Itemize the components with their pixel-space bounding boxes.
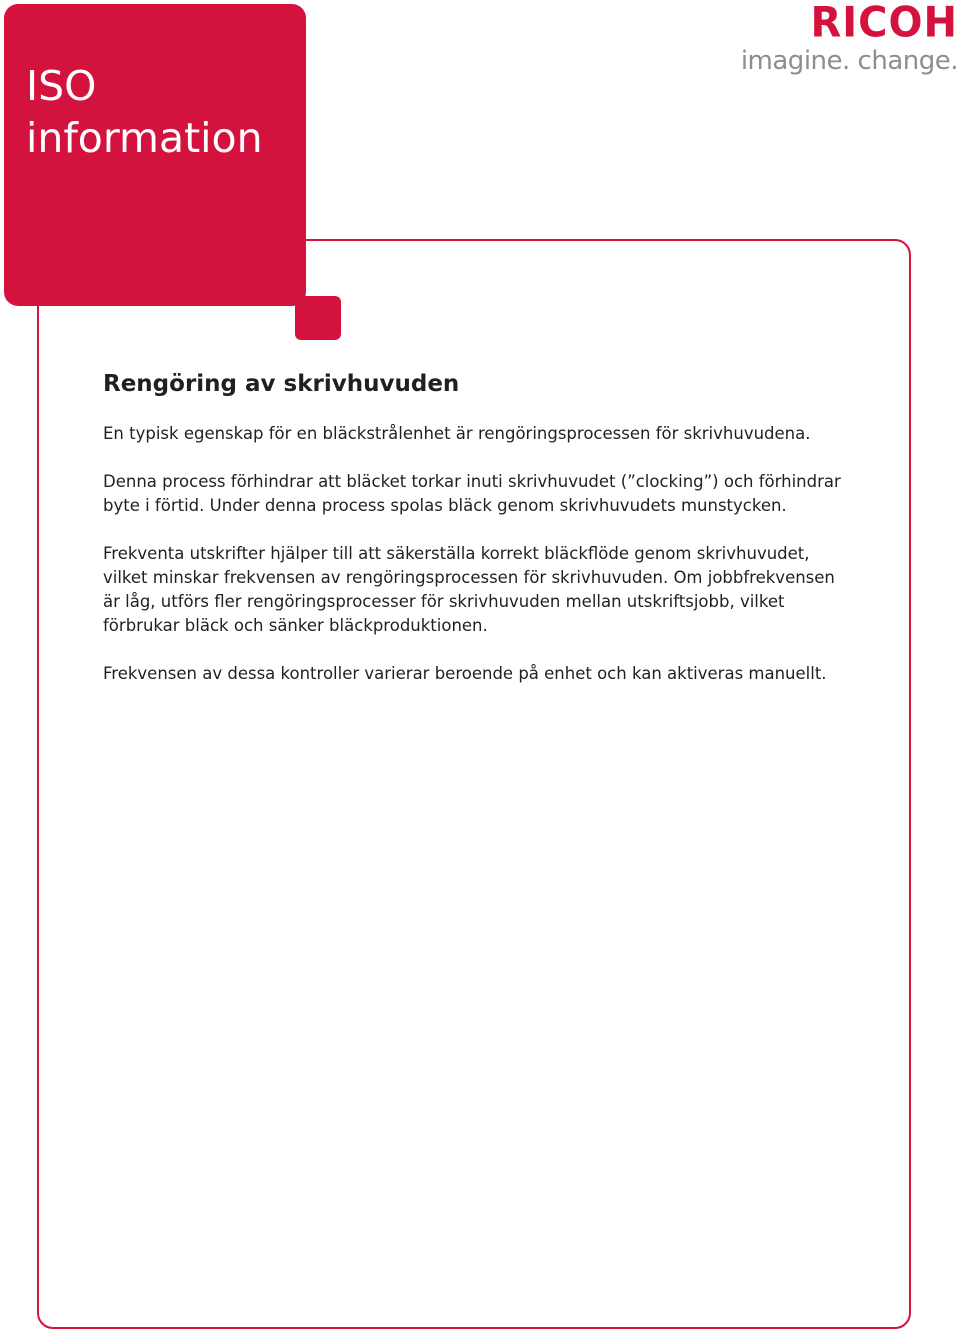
decorative-square [295, 296, 341, 340]
header-block [4, 4, 306, 306]
article-heading: Rengöring av skrivhuvuden [103, 371, 460, 397]
page-title [26, 60, 263, 164]
article-paragraph-3: Frekventa utskrifter hjälper till att säkerställa korrekt bläckflöde genom skrivhuvudet, vilket minskar frekvensen av rengöringsprocessen för skrivhuvuden. Om jobbfrekvensen är låg, utförs fler rengöringsprocesser för skrivhuvuden mellan utskriftsjobb, vilket förbrukar bläck och sänker bläckproduktionen. [103, 544, 835, 635]
page-title-line-1: ISO [26, 62, 97, 110]
article-paragraph-2: Denna process förhindrar att bläcket torkar inuti skrivhuvudet (”clocking”) och förhindrar byte i förtid. Under denna process spolas bläck genom skrivhuvudets munstycken. [103, 472, 841, 515]
logo-tagline: imagine. change. [740, 46, 958, 76]
ricoh-logo [738, 2, 958, 76]
article-paragraph-1: En typisk egenskap för en bläckstrålenhet är rengöringsprocessen för skrivhuvudena. [103, 424, 811, 443]
article [103, 368, 843, 710]
logo-wordmark: RICOH [810, 0, 958, 48]
page-title-line-2: information [26, 114, 263, 162]
article-paragraph-4: Frekvensen av dessa kontroller varierar beroende på enhet och kan aktiveras manuellt. [103, 664, 827, 683]
